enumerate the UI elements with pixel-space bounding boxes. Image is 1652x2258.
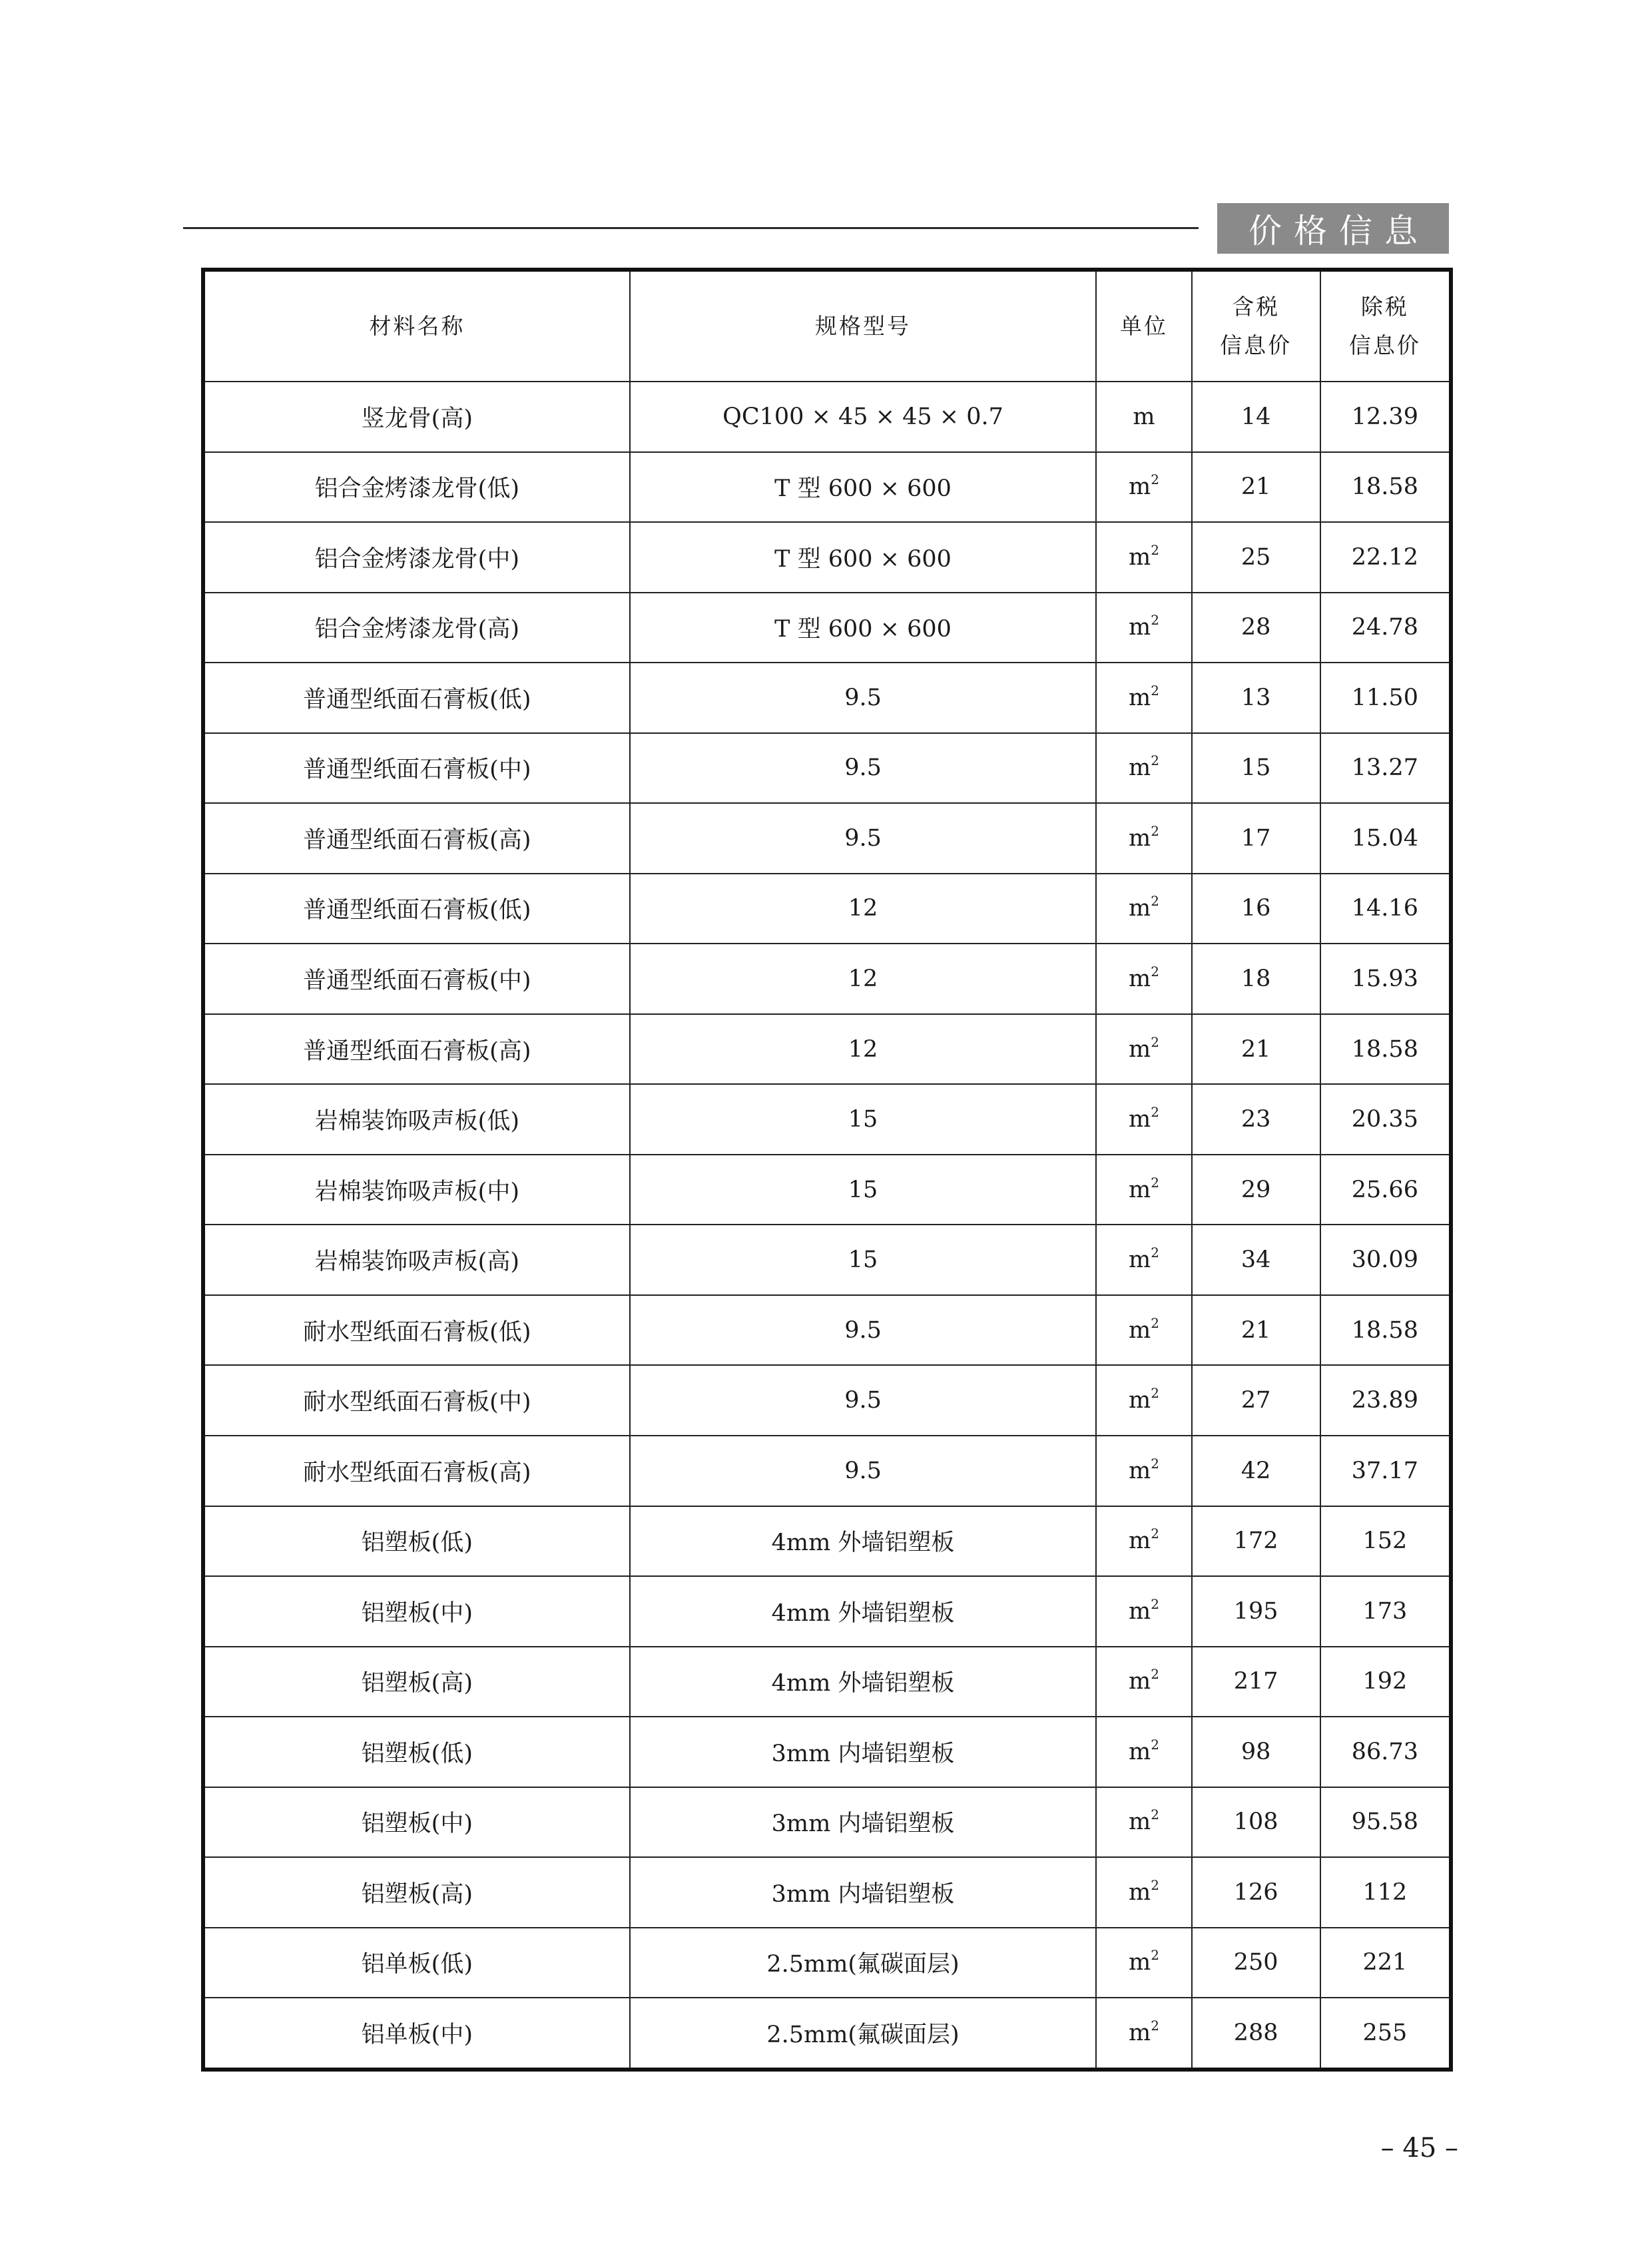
- cell-unit: [1096, 382, 1191, 452]
- cell-price-with-tax: 108: [1192, 1787, 1320, 1858]
- table-row: [203, 1647, 1451, 1717]
- cell-unit: [1096, 874, 1191, 944]
- table-row: [203, 1295, 1451, 1366]
- unit-base: m: [1129, 614, 1151, 641]
- cell-unit: [1096, 593, 1191, 663]
- unit-superscript: 2: [1151, 1876, 1159, 1893]
- table-row: [203, 1506, 1451, 1577]
- cell-spec: 9.5: [630, 1365, 1097, 1436]
- cell-name: 岩棉装饰吸声板(中): [203, 1155, 630, 1225]
- cell-spec: 2.5mm(氟碳面层): [630, 1998, 1097, 2070]
- cell-price-with-tax: 17: [1192, 803, 1320, 874]
- column-header-price-with-tax: [1192, 270, 1320, 382]
- cell-name: 耐水型纸面石膏板(低): [203, 1295, 630, 1366]
- cell-spec: 9.5: [630, 1295, 1097, 1366]
- unit-base: m: [1129, 1738, 1151, 1765]
- table-row: [203, 1155, 1451, 1225]
- table-row: [203, 593, 1451, 663]
- unit-base: m: [1129, 1528, 1151, 1555]
- cell-unit: [1096, 452, 1191, 523]
- cell-name: 竖龙骨(高): [203, 382, 630, 452]
- unit-superscript: 2: [1151, 1174, 1159, 1191]
- cell-name: 普通型纸面石膏板(低): [203, 874, 630, 944]
- cell-price-with-tax: 14: [1192, 382, 1320, 452]
- unit-base: m: [1129, 1949, 1151, 1976]
- cell-name: 铝塑板(低): [203, 1506, 630, 1577]
- unit-superscript: 2: [1151, 541, 1159, 558]
- unit-base: m: [1129, 1247, 1151, 1274]
- cell-unit: [1096, 733, 1191, 804]
- cell-price-ex-tax: 86.73: [1320, 1717, 1451, 1787]
- table-row: [203, 663, 1451, 733]
- cell-price-ex-tax: 25.66: [1320, 1155, 1451, 1225]
- cell-name: 岩棉装饰吸声板(低): [203, 1084, 630, 1155]
- cell-price-with-tax: 23: [1192, 1084, 1320, 1155]
- cell-name: 铝塑板(低): [203, 1717, 630, 1787]
- cell-unit: [1096, 1787, 1191, 1858]
- cell-spec: 12: [630, 874, 1097, 944]
- table-row: [203, 803, 1451, 874]
- cell-price-ex-tax: 24.78: [1320, 593, 1451, 663]
- cell-name: 普通型纸面石膏板(中): [203, 944, 630, 1014]
- cell-price-with-tax: 126: [1192, 1857, 1320, 1928]
- cell-price-with-tax: 18: [1192, 944, 1320, 1014]
- cell-spec: 9.5: [630, 663, 1097, 733]
- unit-base: m: [1129, 1035, 1151, 1063]
- cell-unit: [1096, 1928, 1191, 1998]
- cell-name: 铝合金烤漆龙骨(低): [203, 452, 630, 523]
- cell-spec: 2.5mm(氟碳面层): [630, 1928, 1097, 1998]
- column-header-price-with-tax-line2: 信息价: [1220, 332, 1292, 358]
- cell-name: 岩棉装饰吸声板(高): [203, 1225, 630, 1295]
- table-row: [203, 874, 1451, 944]
- header-rule: [183, 227, 1199, 229]
- cell-price-with-tax: 195: [1192, 1576, 1320, 1647]
- cell-unit: [1096, 663, 1191, 733]
- table-header-row: [203, 270, 1451, 382]
- table-row: [203, 1576, 1451, 1647]
- cell-spec: 12: [630, 944, 1097, 1014]
- unit-superscript: 2: [1151, 1807, 1159, 1823]
- cell-price-ex-tax: 152: [1320, 1506, 1451, 1577]
- cell-name: 铝合金烤漆龙骨(高): [203, 593, 630, 663]
- cell-spec: T 型 600 × 600: [630, 593, 1097, 663]
- cell-price-ex-tax: 95.58: [1320, 1787, 1451, 1858]
- unit-base: m: [1129, 1387, 1151, 1414]
- cell-unit: [1096, 1436, 1191, 1506]
- cell-unit: [1096, 1014, 1191, 1085]
- cell-price-ex-tax: 173: [1320, 1576, 1451, 1647]
- table-row: [203, 1998, 1451, 2070]
- cell-spec: 15: [630, 1084, 1097, 1155]
- unit-base: m: [1129, 1597, 1151, 1625]
- column-header-spec: 规格型号: [630, 270, 1097, 382]
- cell-unit: [1096, 522, 1191, 593]
- cell-spec: 9.5: [630, 803, 1097, 874]
- cell-name: 铝塑板(中): [203, 1787, 630, 1858]
- unit-base: m: [1129, 966, 1151, 993]
- unit-superscript: 2: [1151, 1736, 1159, 1753]
- cell-price-ex-tax: 11.50: [1320, 663, 1451, 733]
- cell-price-with-tax: 29: [1192, 1155, 1320, 1225]
- cell-spec: QC100 × 45 × 45 × 0.7: [630, 382, 1097, 452]
- cell-name: 铝单板(中): [203, 1998, 630, 2070]
- cell-price-ex-tax: 20.35: [1320, 1084, 1451, 1155]
- cell-name: 铝塑板(高): [203, 1647, 630, 1717]
- table-row: [203, 1717, 1451, 1787]
- cell-unit: [1096, 1084, 1191, 1155]
- unit-base: m: [1129, 684, 1151, 711]
- unit-base: m: [1129, 473, 1151, 501]
- cell-price-ex-tax: 15.04: [1320, 803, 1451, 874]
- cell-name: 普通型纸面石膏板(中): [203, 733, 630, 804]
- cell-name: 铝塑板(中): [203, 1576, 630, 1647]
- cell-price-with-tax: 288: [1192, 1998, 1320, 2070]
- cell-price-ex-tax: 221: [1320, 1928, 1451, 1998]
- cell-price-with-tax: 98: [1192, 1717, 1320, 1787]
- price-table: [201, 268, 1453, 2072]
- cell-spec: 9.5: [630, 733, 1097, 804]
- table-row: [203, 944, 1451, 1014]
- table-row: [203, 522, 1451, 593]
- unit-superscript: 2: [1151, 1947, 1159, 1964]
- unit-superscript: 2: [1151, 1595, 1159, 1612]
- unit-superscript: 2: [1151, 1245, 1159, 1261]
- cell-price-with-tax: 34: [1192, 1225, 1320, 1295]
- cell-unit: [1096, 1576, 1191, 1647]
- unit-base: m: [1129, 1457, 1151, 1484]
- cell-price-with-tax: 21: [1192, 1014, 1320, 1085]
- cell-price-with-tax: 21: [1192, 452, 1320, 523]
- cell-name: 普通型纸面石膏板(低): [203, 663, 630, 733]
- unit-base: m: [1129, 895, 1151, 922]
- unit-base: m: [1129, 1668, 1151, 1695]
- cell-price-with-tax: 172: [1192, 1506, 1320, 1577]
- table-row: [203, 733, 1451, 804]
- column-header-price-ex-tax: [1320, 270, 1451, 382]
- unit-superscript: 2: [1151, 964, 1159, 980]
- unit-superscript: 2: [1151, 893, 1159, 910]
- cell-price-ex-tax: 18.58: [1320, 1014, 1451, 1085]
- unit-superscript: 2: [1151, 822, 1159, 839]
- column-header-price-ex-tax-line2: 信息价: [1348, 332, 1421, 358]
- unit-superscript: 2: [1151, 2018, 1159, 2034]
- cell-spec: 3mm 内墙铝塑板: [630, 1857, 1097, 1928]
- cell-price-ex-tax: 12.39: [1320, 382, 1451, 452]
- page-number: – 45 –: [1380, 2133, 1458, 2163]
- table-row: [203, 1787, 1451, 1858]
- cell-spec: 4mm 外墙铝塑板: [630, 1576, 1097, 1647]
- column-header-unit: 单位: [1096, 270, 1191, 382]
- cell-name: 普通型纸面石膏板(高): [203, 1014, 630, 1085]
- cell-unit: [1096, 1155, 1191, 1225]
- cell-price-with-tax: 21: [1192, 1295, 1320, 1366]
- cell-price-ex-tax: 18.58: [1320, 452, 1451, 523]
- cell-unit: [1096, 944, 1191, 1014]
- cell-name: 铝单板(低): [203, 1928, 630, 1998]
- cell-price-ex-tax: 23.89: [1320, 1365, 1451, 1436]
- table-row: [203, 1225, 1451, 1295]
- unit-superscript: 2: [1151, 752, 1159, 769]
- cell-name: 普通型纸面石膏板(高): [203, 803, 630, 874]
- cell-price-ex-tax: 30.09: [1320, 1225, 1451, 1295]
- unit-superscript: 2: [1151, 1526, 1159, 1542]
- cell-price-ex-tax: 13.27: [1320, 733, 1451, 804]
- cell-price-with-tax: 28: [1192, 593, 1320, 663]
- unit-superscript: 2: [1151, 1385, 1159, 1402]
- unit-base: m: [1129, 543, 1151, 571]
- cell-price-with-tax: 42: [1192, 1436, 1320, 1506]
- cell-unit: [1096, 1647, 1191, 1717]
- cell-spec: 4mm 外墙铝塑板: [630, 1506, 1097, 1577]
- unit-base: m: [1129, 2020, 1151, 2047]
- unit-superscript: 2: [1151, 612, 1159, 629]
- cell-price-ex-tax: 14.16: [1320, 874, 1451, 944]
- section-tab: 价格信息: [1217, 203, 1449, 254]
- cell-price-with-tax: 217: [1192, 1647, 1320, 1717]
- column-header-price-ex-tax-line1: 除税: [1360, 294, 1409, 320]
- unit-superscript: 2: [1151, 1033, 1159, 1050]
- cell-name: 耐水型纸面石膏板(中): [203, 1365, 630, 1436]
- cell-spec: T 型 600 × 600: [630, 522, 1097, 593]
- unit-base: m: [1129, 1316, 1151, 1344]
- cell-spec: 9.5: [630, 1436, 1097, 1506]
- cell-unit: [1096, 803, 1191, 874]
- cell-name: 铝塑板(高): [203, 1857, 630, 1928]
- column-header-price-with-tax-line1: 含税: [1232, 294, 1280, 320]
- cell-name: 耐水型纸面石膏板(高): [203, 1436, 630, 1506]
- table-row: [203, 1365, 1451, 1436]
- cell-spec: T 型 600 × 600: [630, 452, 1097, 523]
- cell-unit: [1096, 1857, 1191, 1928]
- cell-spec: 3mm 内墙铝塑板: [630, 1717, 1097, 1787]
- cell-spec: 3mm 内墙铝塑板: [630, 1787, 1097, 1858]
- unit-superscript: 2: [1151, 471, 1159, 488]
- cell-unit: [1096, 1717, 1191, 1787]
- cell-price-with-tax: 250: [1192, 1928, 1320, 1998]
- table-row: [203, 382, 1451, 452]
- cell-unit: [1096, 1506, 1191, 1577]
- unit-superscript: 2: [1151, 682, 1159, 699]
- unit-base: m: [1129, 1176, 1151, 1203]
- cell-spec: 12: [630, 1014, 1097, 1085]
- cell-name: 铝合金烤漆龙骨(中): [203, 522, 630, 593]
- cell-price-ex-tax: 192: [1320, 1647, 1451, 1717]
- table-row: [203, 1084, 1451, 1155]
- cell-price-ex-tax: 18.58: [1320, 1295, 1451, 1366]
- cell-price-with-tax: 13: [1192, 663, 1320, 733]
- cell-price-with-tax: 15: [1192, 733, 1320, 804]
- table-row: [203, 1928, 1451, 1998]
- unit-superscript: 2: [1151, 1666, 1159, 1683]
- cell-price-ex-tax: 15.93: [1320, 944, 1451, 1014]
- cell-unit: [1096, 1365, 1191, 1436]
- unit-base: m: [1129, 754, 1151, 782]
- cell-price-ex-tax: 112: [1320, 1857, 1451, 1928]
- unit-base: m: [1129, 1106, 1151, 1133]
- cell-spec: 15: [630, 1225, 1097, 1295]
- table-row: [203, 1436, 1451, 1506]
- cell-price-ex-tax: 22.12: [1320, 522, 1451, 593]
- cell-unit: [1096, 1295, 1191, 1366]
- cell-spec: 4mm 外墙铝塑板: [630, 1647, 1097, 1717]
- cell-price-with-tax: 27: [1192, 1365, 1320, 1436]
- unit-superscript: 2: [1151, 1455, 1159, 1472]
- table-body: [203, 382, 1451, 2070]
- unit-base: m: [1129, 1878, 1151, 1906]
- column-header-name: 材料名称: [203, 270, 630, 382]
- unit-base: m: [1129, 1809, 1151, 1836]
- cell-unit: [1096, 1998, 1191, 2070]
- cell-spec: 15: [630, 1155, 1097, 1225]
- table-row: [203, 1014, 1451, 1085]
- cell-price-with-tax: 25: [1192, 522, 1320, 593]
- unit-superscript: 2: [1151, 1104, 1159, 1121]
- unit-superscript: 2: [1151, 1314, 1159, 1331]
- unit-base: m: [1129, 824, 1151, 852]
- cell-price-ex-tax: 37.17: [1320, 1436, 1451, 1506]
- cell-price-ex-tax: 255: [1320, 1998, 1451, 2070]
- table-row: [203, 1857, 1451, 1928]
- cell-price-with-tax: 16: [1192, 874, 1320, 944]
- cell-unit: [1096, 1225, 1191, 1295]
- unit-base: m: [1133, 403, 1155, 430]
- table-row: [203, 452, 1451, 523]
